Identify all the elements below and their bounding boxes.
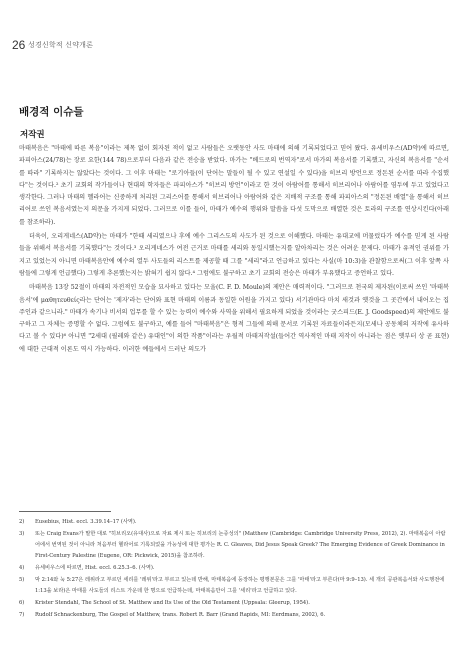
footnote-text: 막 2:14와 눅 5:27은 레위라고 부르던 세리를 '레위'라고 부르고 있는데 반해, 마태복음에 등장하는 평행본문은 그를 '마태'라고 부른다(마 9:9–13). 세 개의 공관복음서와 사도행전에 1:13을 보라)은 마태를 사도들의 리스트 가운데 한 명으로 언급하는데, 마태복음만이 그를 '세리'라고 언급하고 있다. — [35, 577, 445, 594]
footnote-number: 6) — [19, 600, 25, 606]
footnote — [19, 610, 449, 621]
footnote-text: 유세비우스에 따르면, Hist. eccl. 6.25.3–6. (사역). — [35, 565, 155, 571]
footnote-rule — [19, 511, 111, 512]
paragraph: 마태복음은 "마태에 따른 복음"이라는 제목 없이 회자된 적이 없고 사람들은 오랫동안 사도 마태에 의해 기록되었다고 믿어 왔다. 유세비우스(AD약)에 따르면, 파피아스(24/78)는 장로 요한(144 78)으로부터 다음과 같은 전승을 받았다. 마가는 "베드로의 번역자"로서 마가의 복음서를 기록했고, 자신의 복음서를 "순서를 따라" 기록하지는 않았다는 것이다. 그 이후 마태는 "로기아들(이 단어는 말들이 될 수 있고 연설일 수 있다)을 히브리 방언으로 정돈된 순서를 따라 수집했다"는 것이다.² 초기 교회의 작가들이나 현대의 학자들은 파피아스가 "히브리 방언"이라고 한 것이 아람어를 통해서 히브리어나 아람어를 염두에 두고 있었다고 생각한다. 그러나 마태의 헬라어는 신중하게 처리된 그리스어를 통해서 히브리어나 아람어와 같은 지배적 구조를 통해 파피아스의 "정돈된 배열"을 통해서 히브리어로 쓰인 복음서였는지 의문을 가지게 되었다. 그러므로 이를 들어, 마태가 예수의 행위와 말씀을 다섯 도막으로 배열한 것은 토라의 구조를 연상시킨다(아래를 참조하라). — [19, 145, 449, 226]
body-text — [19, 143, 449, 358]
footnote-number: 5) — [19, 577, 25, 583]
footnote — [19, 575, 449, 597]
footnotes — [19, 517, 449, 622]
footnote-text: Rudolf Schnackenburg, The Gospel of Matthew, trans. Robert R. Barr (Grand Rapids, MI: Eerdmans, 2002), 6. — [35, 612, 326, 618]
running-title: 성경신학적 신약개론 — [28, 41, 94, 49]
footnote-text: 또는 Craig Evans가 말한 대로 "히브리오(유대사)으로 자료 제시 또는 히브리의 논증성의" (Matthew (Cambridge: Cambridge University Press, 2012), 2). 마태복음이 아람어에서 번역된 것이 아니라 처음부터 헬라어로 기록되었을 가능성에 대한 평가는 R. C. Gleaves, Did Jesus Speak Greek? The Emerging Evidence of Greek Dominance in First-Century Palestine (Eugene, OR: Pickwick, 2015)을 참조하라. — [35, 531, 446, 559]
paragraph: 더욱이, 오리게네스(AD약)는 마태가 "한때 세리였으나 후에 예수 그리스도의 사도가 된 것으로 이해했다. 마태는 유대교에 머물렀다가 예수를 믿게 된 사람들을 위해서 복음서를 기록했다"는 것이다.³ 오리게네스가 여전 근거로 마태를 세리와 동일시했는지를 알아차리는 것은 어려운 문제다. 마태가 유적인 권위를 가지고 있었는지 아니면 마태복음안에 예수의 열두 사도들의 리스트를 제공할 때 그를 "세리"라고 언급하고 있다는 사실(마 10:3)을 관찰함으로써(그 이후 앞쪽 사람들에 그렇게 언급했다) 그렇게 추론했는지는 밝혀기 쉽지 않다.⁴ 그럼에도 불구하고 초기 교회의 전승은 마태가 부유했다고 증언하고 있다. — [19, 233, 449, 277]
footnote-text: Krister Stendahl, The School of St. Matthew and Its Use of the Old Testament (Uppsala: Gleerup, 1954). — [35, 600, 310, 606]
footnote — [19, 529, 449, 562]
footnote-text: Eusebius, Hist. eccl. 3.39.14–17 (사역). — [35, 519, 137, 525]
footnote — [19, 563, 449, 574]
section-heading: 배경적 이슈들 — [19, 106, 84, 118]
footnote-number: 4) — [19, 565, 25, 571]
paragraph: 마태복음 13장 52절이 마태의 자전적인 모습을 묘사하고 있다는 모울(C. F. D. Moule)의 제안은 매력적이다. "그러므로 천국의 제자된(이로써 쓰인 '마태복음서'에 μαθητευθείς라는 단어는 '제자'라는 단어와 표현 마태의 이름과 동일한 어원을 가지고 있다) 서기관마다 마치 새것과 옛것을 그 곳간에서 내어오는 집주인과 같으니라." 마태가 속기나 비서의 업무를 할 수 있는 능력이 예수와 사역을 위해서 필요하게 되었을 것이라는 굿스피드(E. J. Goodspeed)의 제안에도 불구하고 그 자체는 증명할 수 없다. 그럼에도 불구하고, 예를 들어 "마태복음"은 형적 그들에 의해 문서로 기록된 자료들이라든지(모세나 공동체의 저작에 유사하다고 볼 수 있다)⁶ 아니면 "2세대 (필레와 같은) 유대인"이 의한 작품"이라는 우월적 마태저작설(들어간 역사적인 마태 저작이 아니라는 점은 옛부터 상 곧 표현)에 대한 근대적 이론도 역시 가능하다. 이러한 예들에서 드러난 의도가 — [19, 284, 449, 353]
footnote-number: 3) — [19, 531, 25, 537]
footnote-number: 7) — [19, 612, 25, 618]
page-number: 26 — [12, 38, 26, 52]
footnote — [19, 517, 449, 528]
subsection-heading: 저작권 — [20, 130, 45, 140]
footnote — [19, 598, 449, 609]
footnote-number: 2) — [19, 519, 25, 525]
